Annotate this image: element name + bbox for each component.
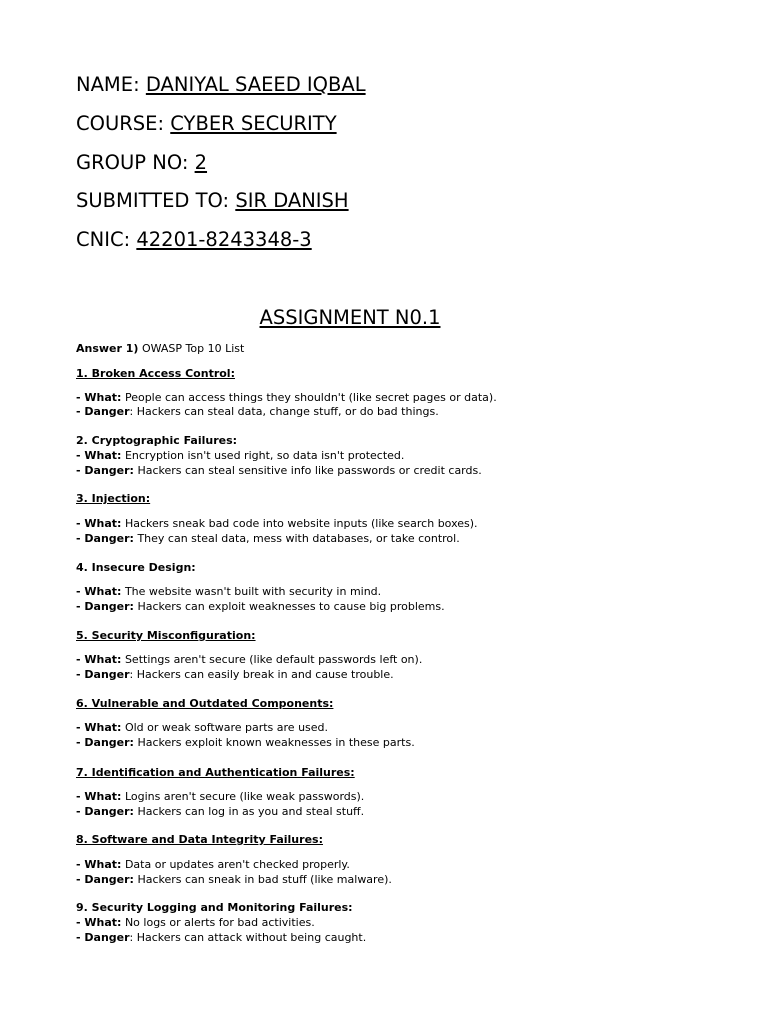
item-danger-line [76,930,366,945]
what-text: The website wasn't built with security in mind. [121,585,382,598]
item-heading: 3. Injection: [76,492,151,505]
what-label: - What: [76,653,122,666]
submitted-label: SUBMITTED TO: [76,189,236,212]
course-label: COURSE: [76,112,171,135]
item-danger-line [76,804,364,819]
what-label: - What: [76,517,122,530]
group-line [76,151,207,175]
danger-label: - Danger: [76,600,134,613]
item-what-line [76,584,381,599]
item-what-line [76,720,328,735]
item-heading: 7. Identification and Authentication Failures: [76,766,355,779]
answer-label: Answer 1) [76,342,139,355]
item-danger-line [76,404,439,419]
what-text: Hackers sneak bad code into website inputs (like search boxes). [121,517,478,530]
course-value: CYBER SECURITY [170,112,337,135]
item-what-line [76,789,364,804]
danger-text: : Hackers can attack without being caught. [129,931,367,944]
what-label: - What: [76,790,122,803]
answer-text: OWASP Top 10 List [138,342,245,355]
item-heading: 6. Vulnerable and Outdated Components: [76,697,334,710]
item-danger-line [76,667,394,682]
item-heading: 5. Security Misconfiguration: [76,629,256,642]
danger-label: - Danger [76,405,130,418]
item-danger-line [76,463,482,478]
danger-label: - Danger: [76,873,134,886]
submitted-line [76,189,349,213]
danger-text: : Hackers can steal data, change stuff, or do bad things. [129,405,439,418]
what-text: Logins aren't secure (like weak passwords). [121,790,365,803]
item-danger-line [76,599,445,614]
answer-line [76,341,244,356]
group-label: GROUP NO: [76,151,195,174]
what-label: - What: [76,721,122,734]
course-line [76,112,337,136]
cnic-value: 42201-8243348-3 [136,228,312,251]
what-text: Encryption isn't used right, so data isn't protected. [121,449,405,462]
what-label: - What: [76,858,122,871]
danger-label: - Danger [76,668,130,681]
cnic-label: CNIC: [76,228,137,251]
submitted-value: SIR DANISH [235,189,349,212]
item-what-line [76,448,404,463]
what-text: No logs or alerts for bad activities. [121,916,315,929]
item-heading: 1. Broken Access Control: [76,367,235,380]
item-what-line [76,915,315,930]
item-what-line [76,516,478,531]
what-label: - What: [76,449,122,462]
cnic-line [76,228,312,252]
item-what-line [76,652,422,667]
group-value: 2 [194,151,208,174]
what-text: People can access things they shouldn't (like secret pages or data). [121,391,497,404]
item-heading: 8. Software and Data Integrity Failures: [76,833,323,846]
danger-text: : Hackers can easily break in and cause trouble. [129,668,394,681]
danger-label: - Danger [76,931,130,944]
danger-label: - Danger: [76,532,134,545]
danger-label: - Danger: [76,736,134,749]
item-danger-line [76,872,392,887]
danger-label: - Danger: [76,805,134,818]
item-heading: 4. Insecure Design: [76,561,196,574]
item-heading: 9. Security Logging and Monitoring Failures: [76,901,353,914]
danger-text: They can steal data, mess with databases, or take control. [133,532,460,545]
name-value: DANIYAL SAEED IQBAL [145,73,366,96]
danger-label: - Danger: [76,464,134,477]
what-label: - What: [76,916,122,929]
what-text: Data or updates aren't checked properly. [121,858,350,871]
danger-text: Hackers can steal sensitive info like passwords or credit cards. [133,464,482,477]
danger-text: Hackers exploit known weaknesses in these parts. [133,736,415,749]
danger-text: Hackers can log in as you and steal stuff. [133,805,365,818]
item-what-line [76,390,497,405]
what-label: - What: [76,585,122,598]
danger-text: Hackers can sneak in bad stuff (like malware). [133,873,392,886]
what-label: - What: [76,391,122,404]
name-label: NAME: [76,73,146,96]
what-text: Old or weak software parts are used. [121,721,329,734]
item-danger-line [76,735,415,750]
danger-text: Hackers can exploit weaknesses to cause big problems. [133,600,445,613]
name-line [76,73,366,97]
what-text: Settings aren't secure (like default passwords left on). [121,653,423,666]
item-what-line [76,857,350,872]
assignment-title: ASSIGNMENT N0.1 [259,306,441,329]
item-heading: 2. Cryptographic Failures: [76,434,238,447]
item-danger-line [76,531,460,546]
